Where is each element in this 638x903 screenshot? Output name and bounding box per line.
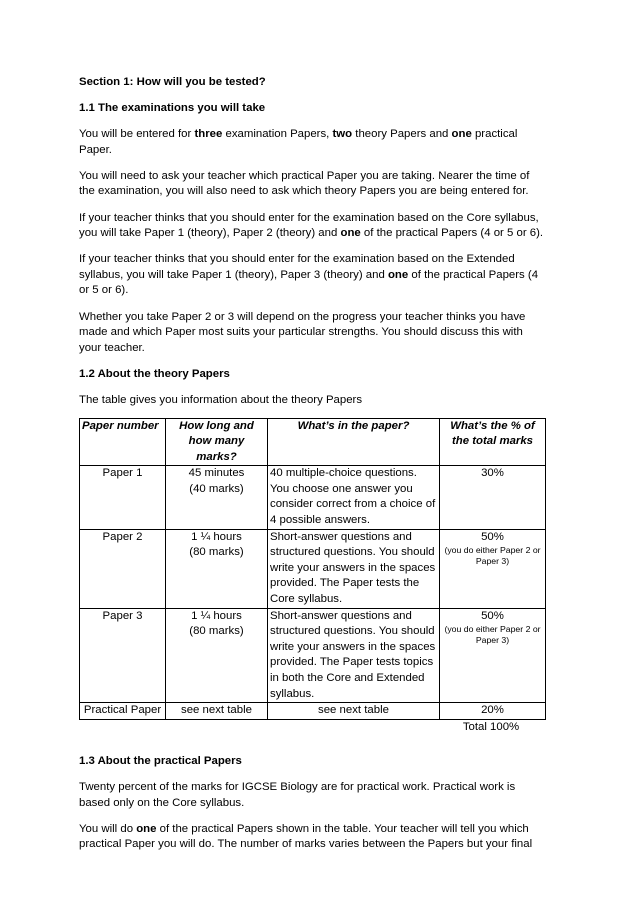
cell-content: Short-answer questions and structured questions. You should write your answers in the spaces provided. The Paper tests the Core syllabus.	[268, 529, 440, 608]
cell-percent: 50% (you do either Paper 2 or Paper 3)	[440, 529, 546, 608]
cell-paper: Paper 2	[80, 529, 166, 608]
table-row	[80, 529, 546, 608]
heading-1-1: 1.1 The examinations you will take	[79, 102, 266, 115]
heading-1-3: 1.3 About the practical Papers	[79, 754, 242, 767]
header-paper-number: Paper number	[80, 418, 166, 466]
percent-note: (you do either Paper 2 or Paper 3)	[444, 624, 541, 646]
cell-paper: Paper 1	[80, 466, 166, 529]
table-row	[80, 466, 546, 529]
document-page	[79, 75, 545, 853]
theory-papers-table	[79, 418, 546, 720]
cell-content: 40 multiple-choice questions. You choose one answer you consider correct from a choice of 4 possible answers.	[268, 466, 440, 529]
paragraph-entered-papers: You will be entered for three examination Papers, two theory Papers and one practical Paper.	[79, 128, 518, 156]
cell-percent: 20%	[440, 703, 546, 720]
paragraph-ask-teacher: You will need to ask your teacher which practical Paper you are taking. Nearer the time of the examination, you will also need to ask which theory Papers you are being entered for.	[79, 169, 530, 198]
cell-paper: Practical Paper	[80, 703, 166, 720]
paragraph-practical-papers: You will do one of the practical Papers shown in the table. Your teacher will tell you which practical Paper you will do. The number of marks varies between the Papers but your final	[79, 822, 533, 851]
paragraph-core-syllabus: If your teacher thinks that you should enter for the examination based on the Core syllabus, you will take Paper 1 (theory), Paper 2 (theory) and one of the practical Papers (4 or 5 or 6).	[79, 211, 544, 240]
cell-duration: 45 minutes (40 marks)	[166, 466, 268, 529]
cell-percent: 30%	[440, 466, 546, 529]
paragraph-practical-work: Twenty percent of the marks for IGCSE Biology are for practical work. Practical work is based only on the Core syllabus.	[79, 780, 516, 809]
cell-paper: Paper 3	[80, 608, 166, 703]
header-percent: What’s the % of the total marks	[440, 418, 546, 466]
heading-1-2: 1.2 About the theory Papers	[79, 367, 230, 380]
header-contents: What’s in the paper?	[268, 418, 440, 466]
table-row	[80, 703, 546, 720]
header-duration-marks: How long and how many marks?	[166, 418, 268, 466]
table-header-row	[80, 418, 546, 466]
cell-content: see next table	[268, 703, 440, 720]
percent-note: (you do either Paper 2 or Paper 3)	[444, 545, 541, 567]
cell-content: Short-answer questions and structured questions. You should write your answers in the spaces provided. The Paper tests topics in both the Core and Extended syllabus.	[268, 608, 440, 703]
cell-duration: 1 ¼ hours (80 marks)	[166, 608, 268, 703]
section-title: Section 1: How will you be tested?	[79, 76, 266, 88]
table-row	[80, 608, 546, 703]
table-intro: The table gives you information about the theory Papers	[79, 393, 363, 406]
cell-percent: 50% (you do either Paper 2 or Paper 3)	[440, 608, 546, 703]
paragraph-extended-syllabus: If your teacher thinks that you should enter for the examination based on the Extended syllabus, you will take Paper 1 (theory), Paper 3 (theory) and one of the practical Papers (4 or 5 or 6).	[79, 253, 539, 297]
cell-duration: see next table	[166, 703, 268, 720]
paragraph-paper-choice: Whether you take Paper 2 or 3 will depend on the progress your teacher thinks you have made and which Paper most suits your particular strengths. You should discuss this with your teacher.	[79, 310, 526, 354]
table-total: Total 100%	[462, 720, 520, 733]
cell-duration: 1 ¼ hours (80 marks)	[166, 529, 268, 608]
